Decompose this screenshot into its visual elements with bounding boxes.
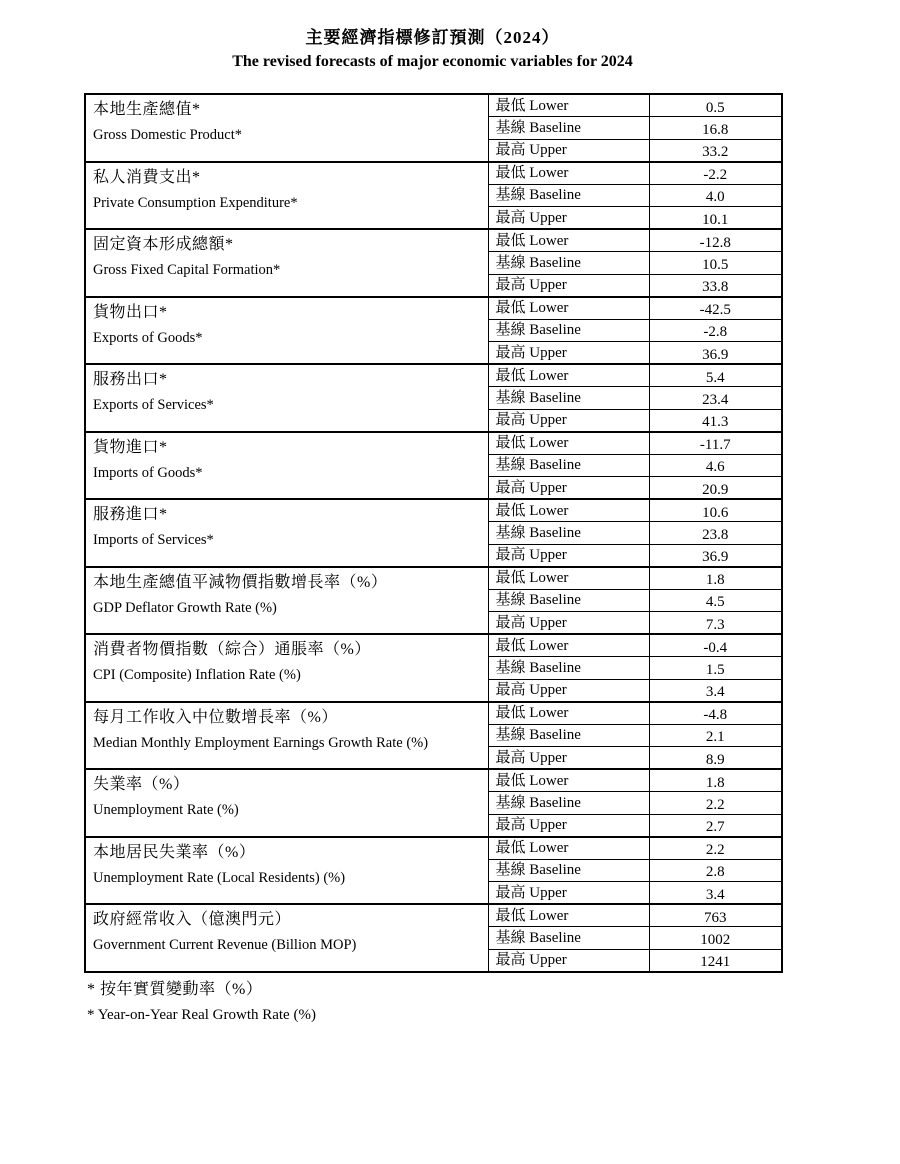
title-block — [84, 27, 781, 72]
table-row — [85, 432, 782, 455]
indicator-cell — [85, 904, 488, 972]
indicator-name-zh: 貨物進口* — [93, 438, 168, 456]
level-label-baseline: 基線 Baseline — [488, 859, 649, 882]
table-row — [85, 162, 782, 185]
indicator-name-zh: 本地生產總值* — [93, 101, 201, 118]
indicator-name-en: Gross Fixed Capital Formation* — [93, 262, 281, 278]
indicator-name-en: CPI (Composite) Inflation Rate (%) — [93, 667, 301, 683]
document-content — [84, 27, 781, 1025]
value-lower: -0.4 — [649, 634, 782, 657]
level-label-baseline: 基線 Baseline — [488, 927, 649, 950]
indicator-cell — [85, 702, 488, 770]
indicator-name-en: Exports of Services* — [93, 397, 214, 413]
indicator-name-en: Exports of Goods* — [93, 329, 203, 346]
value-lower: -12.8 — [649, 229, 782, 252]
level-label-upper: 最高 Upper — [488, 747, 649, 770]
indicator-name-zh: 消費者物價指數（綜合）通脹率（%） — [93, 641, 371, 658]
indicator-name-zh: 本地居民失業率（%） — [93, 843, 256, 861]
level-label-upper: 最高 Upper — [488, 679, 649, 702]
level-label-lower: 最低 Lower — [488, 702, 649, 725]
level-label-upper: 最高 Upper — [488, 882, 649, 905]
level-label-lower: 最低 Lower — [488, 229, 649, 252]
level-label-baseline: 基線 Baseline — [488, 792, 649, 815]
indicator-cell — [85, 634, 488, 702]
level-label-lower: 最低 Lower — [488, 432, 649, 455]
value-baseline: 1.5 — [649, 657, 782, 680]
level-label-lower: 最低 Lower — [488, 364, 649, 387]
level-label-baseline: 基線 Baseline — [488, 184, 649, 207]
level-label-upper: 最高 Upper — [488, 207, 649, 230]
level-label-baseline: 基線 Baseline — [488, 387, 649, 410]
indicator-name-en: Imports of Services* — [93, 532, 214, 548]
value-upper: 41.3 — [649, 409, 782, 432]
footnotes — [84, 979, 781, 1025]
table-row — [85, 837, 782, 860]
level-label-upper: 最高 Upper — [488, 814, 649, 837]
value-upper: 33.8 — [649, 274, 782, 297]
table-row — [85, 229, 782, 252]
indicator-name-zh: 固定資本形成總額* — [93, 236, 234, 253]
value-lower: 10.6 — [649, 499, 782, 522]
value-baseline: 1002 — [649, 927, 782, 950]
level-label-lower: 最低 Lower — [488, 634, 649, 657]
value-lower: -11.7 — [649, 432, 782, 455]
value-lower: 2.2 — [649, 837, 782, 860]
value-baseline: 10.5 — [649, 252, 782, 275]
table-row — [85, 904, 782, 927]
forecast-table — [84, 93, 783, 973]
table-row — [85, 567, 782, 590]
value-upper: 10.1 — [649, 207, 782, 230]
indicator-name-zh: 本地生產總值平減物價指數增長率（%） — [93, 573, 388, 591]
value-lower: 763 — [649, 904, 782, 927]
level-label-lower: 最低 Lower — [488, 769, 649, 792]
value-lower: 5.4 — [649, 364, 782, 387]
indicator-name-zh: 服務進口* — [93, 506, 168, 523]
table-row — [85, 702, 782, 725]
indicator-name-zh: 服務出口* — [93, 371, 168, 388]
level-label-lower: 最低 Lower — [488, 567, 649, 590]
level-label-lower: 最低 Lower — [488, 162, 649, 185]
indicator-name-zh: 貨物出口* — [93, 303, 168, 321]
indicator-cell — [85, 499, 488, 567]
indicator-cell — [85, 162, 488, 230]
value-baseline: 23.8 — [649, 522, 782, 545]
indicator-name-zh: 政府經常收入（億澳門元） — [93, 911, 292, 928]
level-label-lower: 最低 Lower — [488, 904, 649, 927]
value-upper: 1241 — [649, 949, 782, 972]
level-label-baseline: 基線 Baseline — [488, 319, 649, 342]
level-label-baseline: 基線 Baseline — [488, 454, 649, 477]
value-baseline: 2.2 — [649, 792, 782, 815]
value-baseline: 4.5 — [649, 589, 782, 612]
value-baseline: 16.8 — [649, 117, 782, 140]
value-upper: 3.4 — [649, 882, 782, 905]
level-label-upper: 最高 Upper — [488, 612, 649, 635]
footnote-english: * Year-on-Year Real Growth Rate (%) — [87, 1006, 316, 1023]
table-row — [85, 769, 782, 792]
indicator-cell — [85, 567, 488, 635]
level-label-baseline: 基線 Baseline — [488, 724, 649, 747]
indicator-cell — [85, 432, 488, 500]
value-lower: 1.8 — [649, 567, 782, 590]
page-title-english: The revised forecasts of major economic variables for 2024 — [232, 53, 633, 70]
value-upper: 33.2 — [649, 139, 782, 162]
level-label-upper: 最高 Upper — [488, 139, 649, 162]
indicator-cell — [85, 837, 488, 905]
value-lower: 1.8 — [649, 769, 782, 792]
indicator-name-en: Unemployment Rate (%) — [93, 802, 239, 818]
indicator-name-en: Imports of Goods* — [93, 464, 203, 481]
indicator-cell — [85, 297, 488, 365]
table-row — [85, 297, 782, 320]
value-baseline: 4.0 — [649, 184, 782, 207]
value-upper: 7.3 — [649, 612, 782, 635]
forecast-table-body — [85, 94, 782, 972]
level-label-baseline: 基線 Baseline — [488, 117, 649, 140]
table-row — [85, 364, 782, 387]
indicator-name-en: Gross Domestic Product* — [93, 127, 243, 143]
indicator-name-zh: 私人消費支出* — [93, 168, 201, 186]
value-baseline: 2.8 — [649, 859, 782, 882]
level-label-upper: 最高 Upper — [488, 409, 649, 432]
level-label-baseline: 基線 Baseline — [488, 657, 649, 680]
level-label-lower: 最低 Lower — [488, 297, 649, 320]
indicator-name-en: Unemployment Rate (Local Residents) (%) — [93, 869, 346, 886]
level-label-baseline: 基線 Baseline — [488, 252, 649, 275]
value-lower: -2.2 — [649, 162, 782, 185]
page-title-chinese: 主要經濟指標修訂預測（2024） — [305, 28, 560, 47]
indicator-name-zh: 失業率（%） — [93, 776, 190, 793]
value-baseline: -2.8 — [649, 319, 782, 342]
value-baseline: 4.6 — [649, 454, 782, 477]
level-label-upper: 最高 Upper — [488, 949, 649, 972]
level-label-lower: 最低 Lower — [488, 94, 649, 117]
indicator-name-en: Private Consumption Expenditure* — [93, 194, 298, 211]
indicator-name-en: Median Monthly Employment Earnings Growth Rate (%) — [93, 734, 429, 751]
level-label-upper: 最高 Upper — [488, 477, 649, 500]
level-label-lower: 最低 Lower — [488, 499, 649, 522]
indicator-cell — [85, 229, 488, 297]
value-upper: 8.9 — [649, 747, 782, 770]
value-baseline: 23.4 — [649, 387, 782, 410]
table-row — [85, 634, 782, 657]
table-row — [85, 499, 782, 522]
indicator-name-en: GDP Deflator Growth Rate (%) — [93, 599, 277, 616]
value-lower: 0.5 — [649, 94, 782, 117]
indicator-name-zh: 每月工作收入中位數增長率（%） — [93, 708, 338, 726]
value-lower: -4.8 — [649, 702, 782, 725]
value-upper: 20.9 — [649, 477, 782, 500]
table-row — [85, 94, 782, 117]
indicator-name-en: Government Current Revenue (Billion MOP) — [93, 937, 357, 953]
value-upper: 36.9 — [649, 544, 782, 567]
value-upper: 2.7 — [649, 814, 782, 837]
level-label-baseline: 基線 Baseline — [488, 522, 649, 545]
value-upper: 3.4 — [649, 679, 782, 702]
indicator-cell — [85, 94, 488, 162]
value-baseline: 2.1 — [649, 724, 782, 747]
footnote-chinese: * 按年實質變動率（%） — [87, 980, 263, 998]
level-label-upper: 最高 Upper — [488, 544, 649, 567]
value-upper: 36.9 — [649, 342, 782, 365]
level-label-upper: 最高 Upper — [488, 342, 649, 365]
level-label-baseline: 基線 Baseline — [488, 589, 649, 612]
level-label-lower: 最低 Lower — [488, 837, 649, 860]
indicator-cell — [85, 769, 488, 837]
level-label-upper: 最高 Upper — [488, 274, 649, 297]
indicator-cell — [85, 364, 488, 432]
value-lower: -42.5 — [649, 297, 782, 320]
